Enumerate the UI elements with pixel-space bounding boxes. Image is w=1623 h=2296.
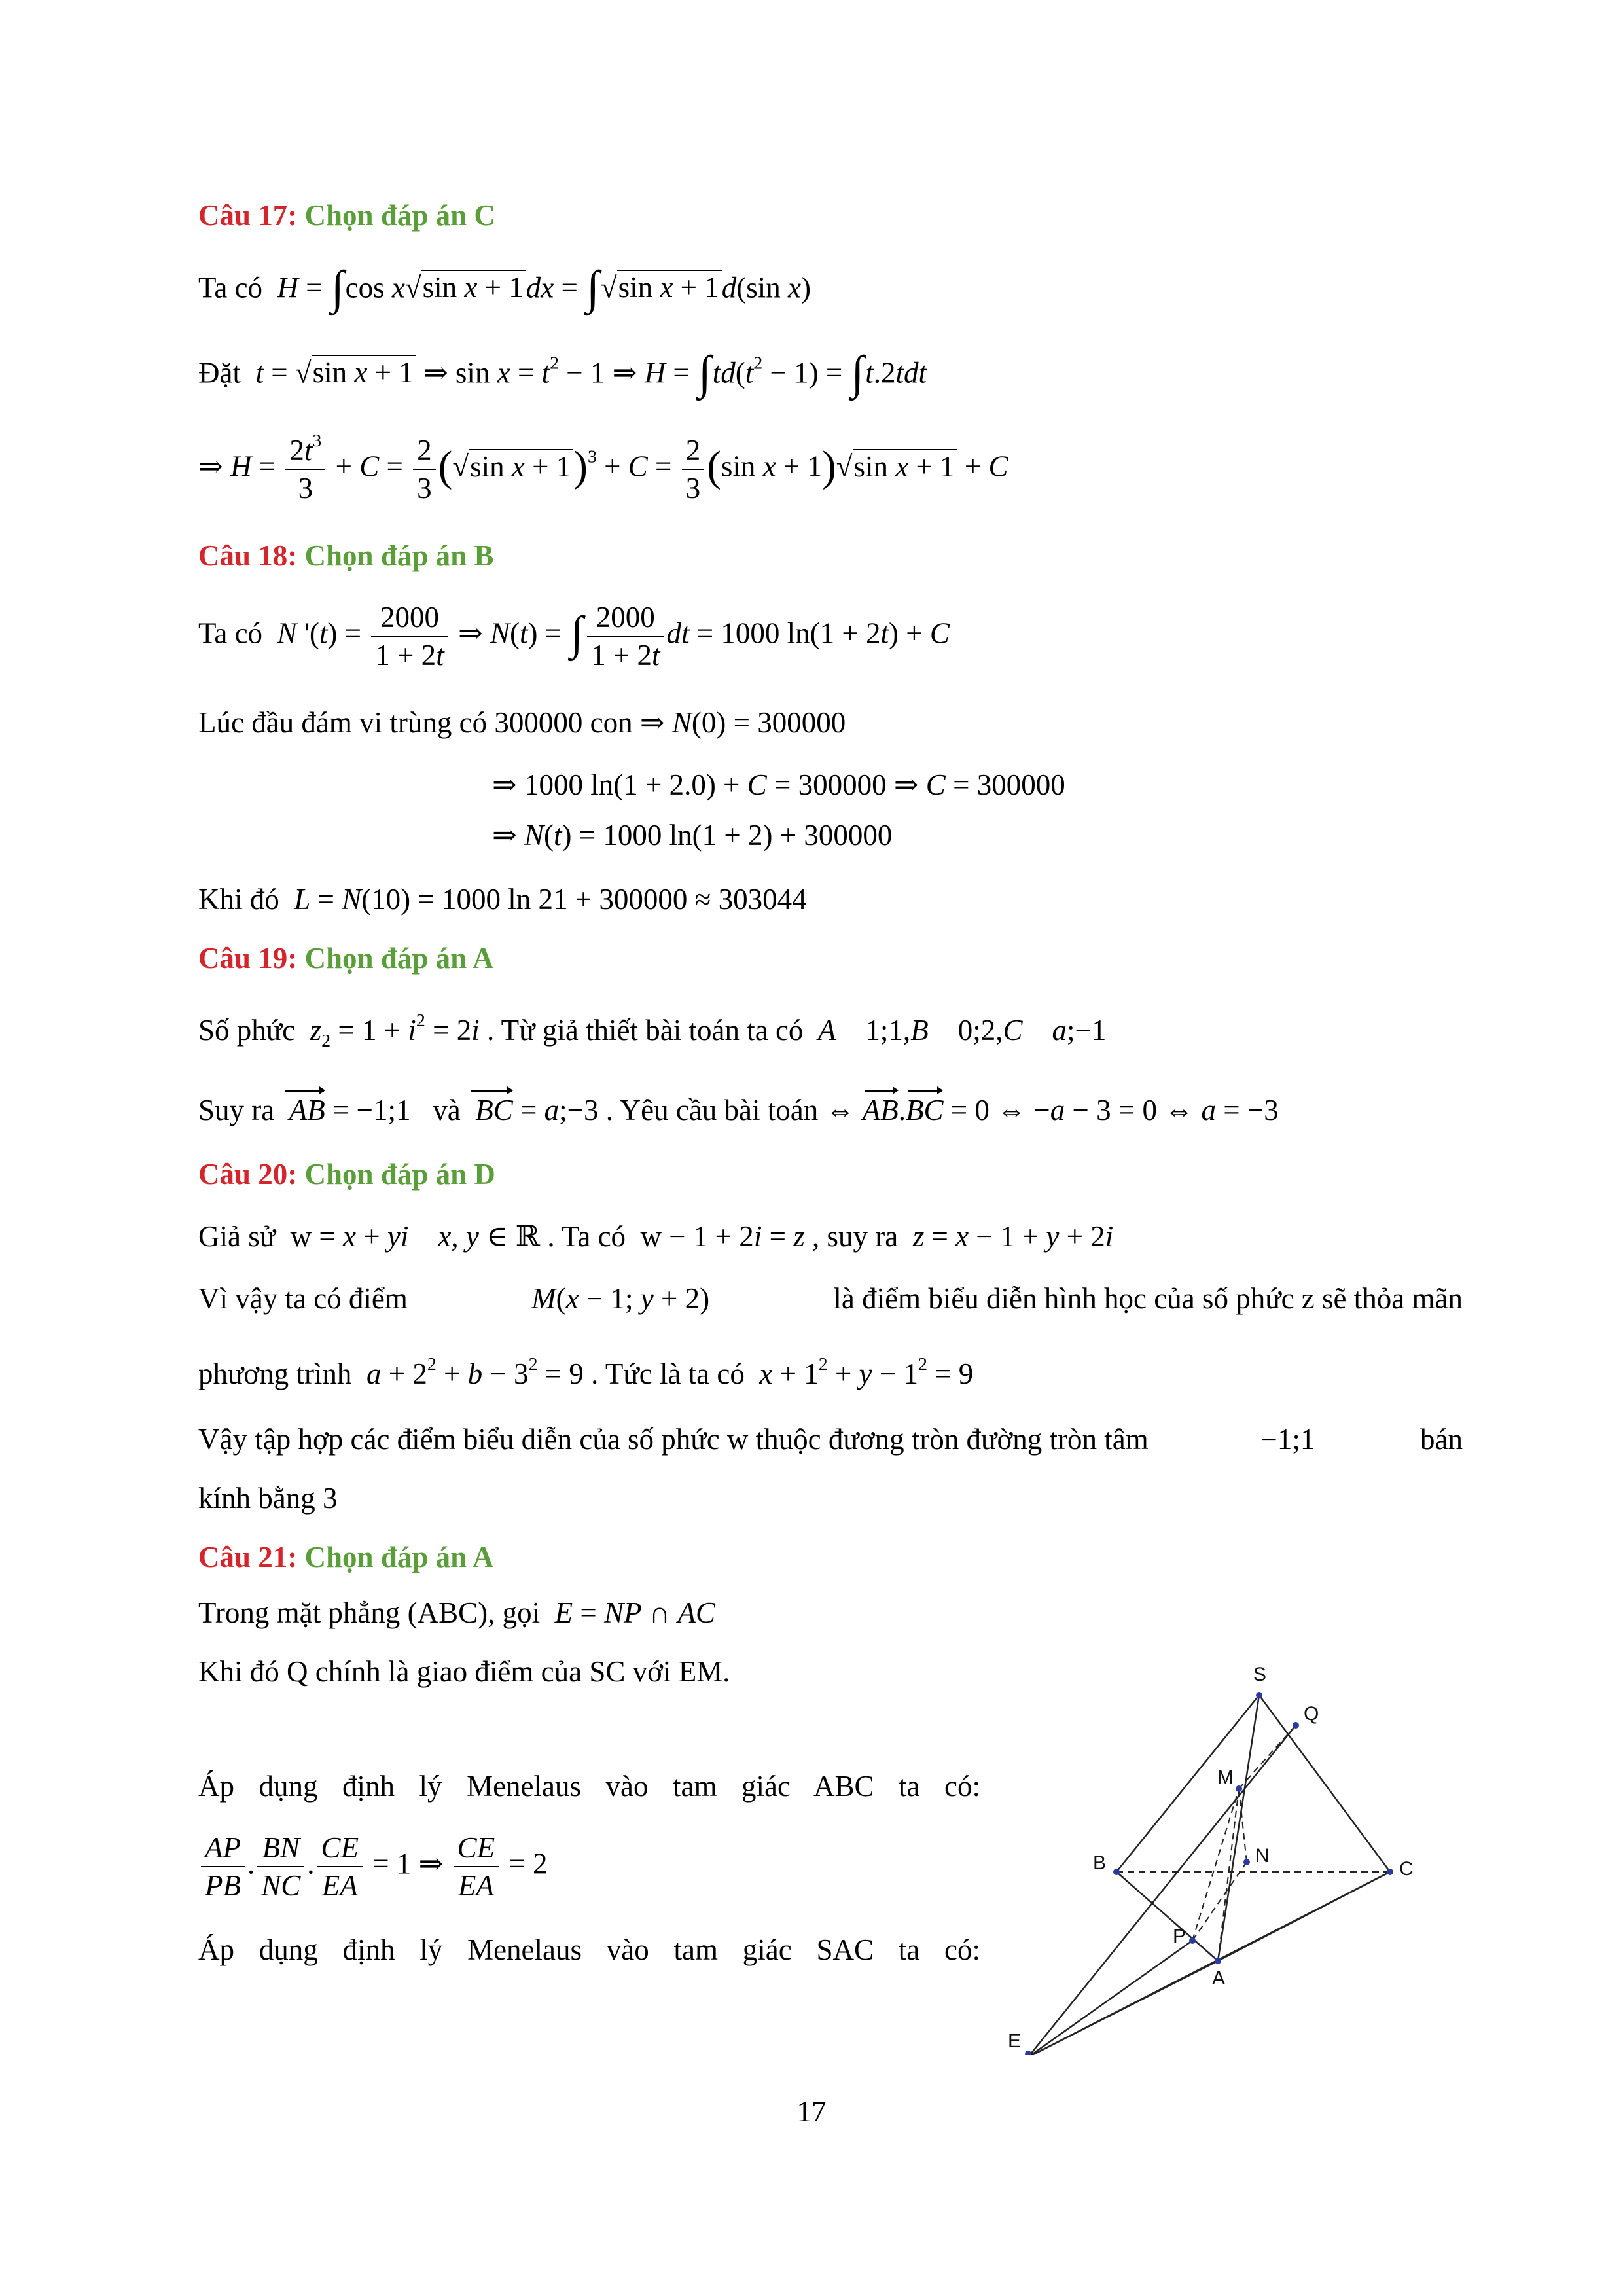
point-s xyxy=(1256,1692,1262,1698)
label-e: E xyxy=(1008,2030,1022,2052)
q19-line2: Suy ra AB = −1;1 và BC = a;−3 . Yêu cầu bài toán ⇔ AB.BC = 0 ⇔ −a − 3 = 0 ⇔ a = −3 xyxy=(198,1094,1279,1126)
q17-l2-lead: Đặt xyxy=(198,356,241,389)
q17-number: Câu 17: xyxy=(198,199,298,232)
label-b: B xyxy=(1093,1852,1107,1874)
point-m xyxy=(1236,1785,1242,1792)
line-mq-hidden xyxy=(1239,1725,1296,1789)
point-b xyxy=(1113,1869,1120,1875)
q21-line1: Trong mặt phẳng (ABC), gọi E = NP ∩ AC xyxy=(198,1596,716,1629)
point-p xyxy=(1189,1937,1196,1944)
q19-line1: Số phức $z_2 = 1 + i^2 = 2i$ . Từ giả thiết bài toán ta có A 1;1,B 0;2,C a;−1 xyxy=(198,1011,1107,1051)
label-a: A xyxy=(1212,1967,1226,1989)
q20-l2-b: là điểm biểu diễn hình học của số phức z sẽ thỏa mãn xyxy=(833,1282,1463,1315)
point-q xyxy=(1293,1722,1299,1729)
q19-l1-mid: . Từ giả thiết bài toán ta có xyxy=(487,1014,804,1047)
q19-l2-lead: Suy ra xyxy=(198,1094,275,1126)
q19-l2-and: và xyxy=(433,1094,461,1126)
q17-line3: ⇒ H = $\frac{2t^3}{3}$ + C = $\frac{2}{3}$ (√sin x + 1)$^3$ + C = $\frac{2}{3}$ (sin x + 1)√sin x + 1 + C xyxy=(198,431,1008,505)
q21-l1-lead: Trong mặt phẳng (ABC), gọi xyxy=(198,1596,541,1629)
q18-line1: Ta có N '(t) = $\frac{2000}{1 + 2t}$ ⇒ N(t) = ∫ $\frac{2000}{1 + 2t}$ dt = 1000 ln(1 + 2t) + C xyxy=(198,599,950,674)
q19-answer: Chọn đáp án A xyxy=(304,942,494,975)
q18-line4: ⇒ N(t) = 1000 ln(1 + 2) + 300000 xyxy=(492,819,893,852)
line-pm-hidden xyxy=(1192,1789,1239,1941)
q17-heading xyxy=(198,200,495,232)
page-number: 17 xyxy=(796,2095,827,2128)
label-n: N xyxy=(1255,1845,1270,1867)
q17-l1-lead: Ta có xyxy=(198,271,263,304)
q21-line5: Áp dụng định lý Menelaus vào tam giác SAC ta có: xyxy=(198,1933,980,1966)
q18-line5: Khi đó L = N(10) = 1000 ln 21 + 300000 ≈ 303044 xyxy=(198,883,807,916)
q20-line2: Vì vậy ta có điểm M(x − 1; y + 2) là điểm biểu diễn hình học của số phức z sẽ thỏa mãn xyxy=(198,1282,1463,1315)
label-m: M xyxy=(1217,1767,1234,1788)
q21-heading xyxy=(198,1541,493,1574)
q20-l1-mid: . Ta có xyxy=(547,1220,626,1253)
label-c: C xyxy=(1399,1858,1414,1880)
point-c xyxy=(1387,1869,1393,1875)
q19-heading xyxy=(198,942,493,975)
q17-answer: Chọn đáp án C xyxy=(304,199,495,232)
label-s: S xyxy=(1253,1664,1267,1685)
line-eq xyxy=(1028,1725,1296,2055)
q17-line2: Đặt t = √sin x + 1 ⇒ $\sin x = t^2 - 1$ ⇒ $H = \int td(t^2 - 1) = \int t.2tdt$ xyxy=(198,346,927,399)
q18-l2-text: Lúc đầu đám vi trùng có 300000 con xyxy=(198,706,633,739)
q21-line4: $\frac{AP}{PB}$ . $\frac{BN}{NC}$ . $\frac{CE}{EA}$ = 1 ⇒ $\frac{CE}{EA}$ = 2 xyxy=(198,1829,548,1905)
q21-line2: Khi đó Q chính là giao điểm của SC với EM. xyxy=(198,1655,730,1688)
q18-l5-lead: Khi đó xyxy=(198,883,279,916)
q18-line3: ⇒ 1000 ln(1 + 2.0) + C = 300000 ⇒ C = 300000 xyxy=(492,768,1065,801)
label-p: P xyxy=(1173,1926,1186,1947)
q18-number: Câu 18: xyxy=(198,539,298,572)
q21-answer: Chọn đáp án A xyxy=(304,1541,494,1573)
q20-l1-lead: Giả sử xyxy=(198,1220,276,1253)
q20-line1: Giả sử w = x + yi x, y ∈ ℝ . Ta có w − 1 + 2i = z , suy ra z = x − 1 + y + 2i xyxy=(198,1220,1114,1253)
q18-l1-lead: Ta có xyxy=(198,617,263,650)
q19-l1-lead: Số phức xyxy=(198,1014,296,1047)
q19-l2-req: . Yêu cầu bài toán xyxy=(605,1094,819,1126)
q17-line1: Ta có H = ∫cos x√sin x + 1dx = ∫√sin x + 1d(sin x) xyxy=(198,261,811,314)
q20-l1-end: , suy ra xyxy=(812,1220,899,1253)
q20-l2-a: Vì vậy ta có điểm xyxy=(198,1282,408,1315)
q20-number: Câu 20: xyxy=(198,1158,298,1191)
q20-line5: kính bằng 3 xyxy=(198,1482,338,1515)
pyramid-figure xyxy=(1001,1649,1459,2055)
q20-l3-lead: phương trình xyxy=(198,1357,352,1390)
q18-line2: Lúc đầu đám vi trùng có 300000 con ⇒ N(0) = 300000 xyxy=(198,706,846,739)
edge-sa xyxy=(1218,1695,1259,1961)
q20-answer: Chọn đáp án D xyxy=(304,1158,495,1191)
point-a xyxy=(1215,1958,1221,1964)
line-pn-hidden xyxy=(1192,1862,1247,1941)
edge-sc xyxy=(1259,1695,1390,1872)
q18-answer: Chọn đáp án B xyxy=(304,539,494,572)
line-ep xyxy=(1028,1941,1192,2055)
q20-line3: phương trình $a + 2^2 + b - 3^2 = 9$ . Tức là ta có $x + 1^2 + y - 1^2 = 9$ xyxy=(198,1354,974,1390)
q20-l4-b: bán xyxy=(1420,1423,1463,1456)
q19-number: Câu 19: xyxy=(198,942,298,975)
q20-l3-mid: . Tức là ta có xyxy=(591,1357,745,1390)
q21-line3: Áp dụng định lý Menelaus vào tam giác ABC ta có: xyxy=(198,1770,980,1803)
point-n xyxy=(1243,1859,1250,1865)
q20-l4-a: Vậy tập hợp các điểm biểu diễn của số phức w thuộc đương tròn đường tròn tâm xyxy=(198,1423,1149,1456)
q18-heading xyxy=(198,540,493,573)
edge-sb xyxy=(1116,1695,1259,1872)
point-e xyxy=(1025,2051,1031,2055)
q20-line4: Vậy tập hợp các điểm biểu diễn của số phức w thuộc đương tròn đường tròn tâm −1;1 bán xyxy=(198,1423,1463,1456)
q21-number: Câu 21: xyxy=(198,1541,298,1573)
line-ce xyxy=(1028,1872,1390,2055)
q20-heading xyxy=(198,1158,495,1191)
line-am-hidden xyxy=(1218,1789,1239,1961)
label-q: Q xyxy=(1304,1703,1319,1725)
